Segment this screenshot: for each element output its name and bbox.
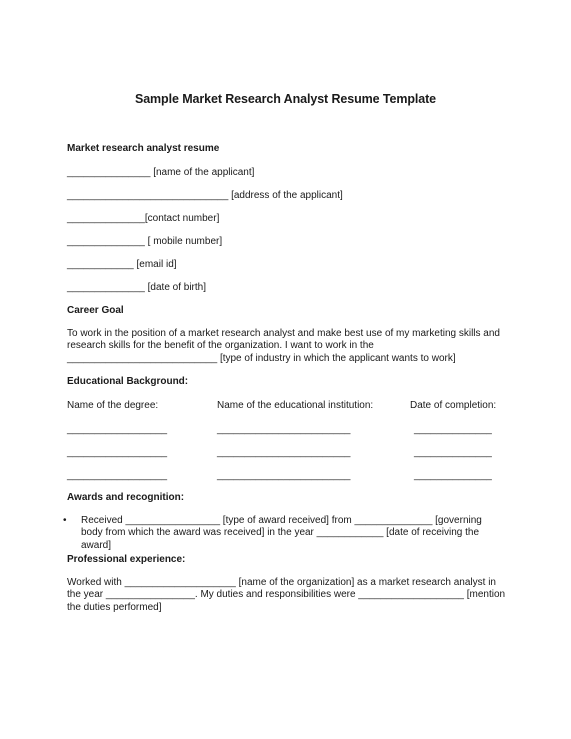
section-heading-career-goal: Career Goal: [67, 305, 124, 316]
education-row-1-date: ______________: [414, 424, 492, 435]
education-row-3-institution: ________________________: [217, 470, 351, 481]
applicant-dob-line: ______________ [date of birth]: [67, 282, 207, 293]
awards-list-item: Received _________________ [type of award received] from ______________ [governing body from which the award was received] in the year ____________ [date of receiving the award]: [81, 515, 482, 551]
document-title: Sample Market Research Analyst Resume Template: [134, 92, 437, 106]
education-row-2-date: ______________: [414, 447, 492, 458]
section-heading-awards: Awards and recognition:: [67, 492, 185, 503]
education-row-3-date: ______________: [414, 470, 492, 481]
applicant-email-line: ____________ [email id]: [67, 259, 177, 270]
education-row-2-degree: __________________: [67, 447, 168, 458]
section-heading-education: Educational Background:: [67, 376, 189, 387]
education-row-2-institution: ________________________: [217, 447, 351, 458]
experience-paragraph: Worked with ____________________ [name of the organization] as a market research analyst in the year ________________. My duties and responsibilities were ___________________ [mention the duties performed]: [67, 577, 506, 613]
education-row-3-degree: __________________: [67, 470, 168, 481]
education-row-1-institution: ________________________: [217, 424, 351, 435]
education-column-institution: Name of the educational institution:: [217, 400, 374, 411]
applicant-name-line: _______________ [name of the applicant]: [67, 167, 255, 178]
education-row-1-degree: __________________: [67, 424, 168, 435]
applicant-contact-line: ______________[contact number]: [67, 213, 220, 224]
applicant-mobile-line: ______________ [ mobile number]: [67, 236, 223, 247]
awards-bullet-icon: •: [63, 515, 67, 526]
education-column-date: Date of completion:: [410, 400, 497, 411]
section-heading-experience: Professional experience:: [67, 554, 186, 565]
career-goal-paragraph: To work in the position of a market research analyst and make best use of my marketing skills and research skills for the benefit of the organization. I want to work in the ___________________________ [type of industry in which the applicant wants to work]: [67, 328, 500, 364]
section-heading-resume: Market research analyst resume: [67, 143, 220, 154]
applicant-address-line: _____________________________ [address of the applicant]: [67, 190, 343, 201]
education-column-degree: Name of the degree:: [67, 400, 159, 411]
